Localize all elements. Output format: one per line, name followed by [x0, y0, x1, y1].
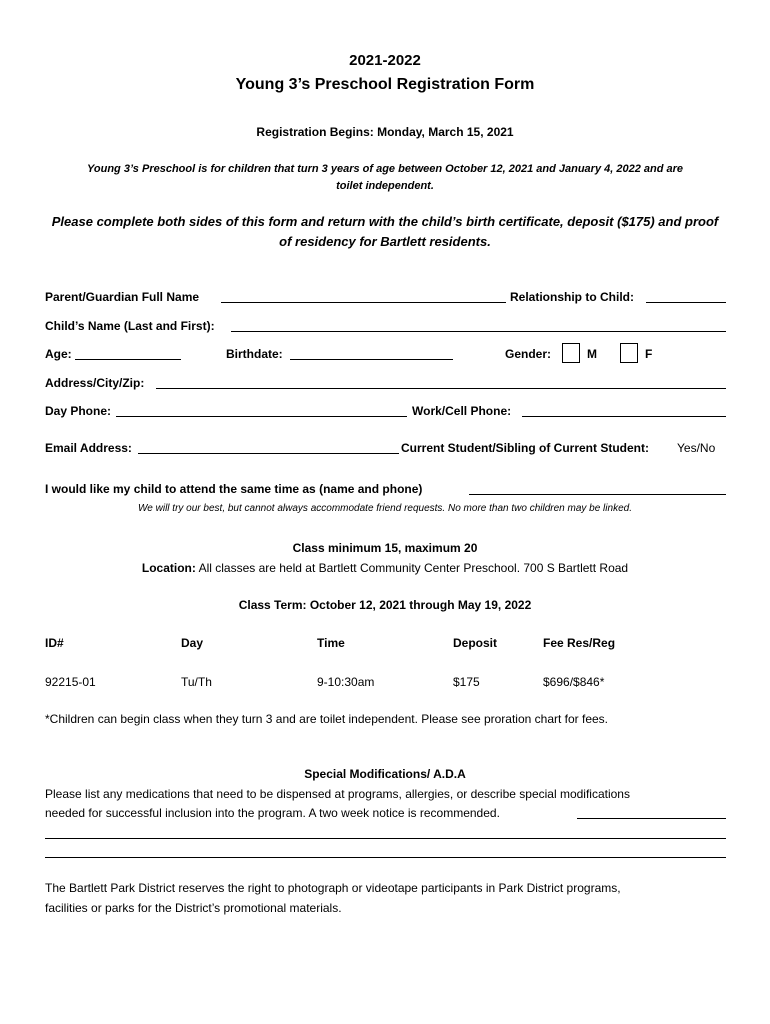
special-inline-field[interactable]	[577, 804, 726, 819]
registration-begins: Registration Begins: Monday, March 15, 2021	[256, 125, 514, 139]
footer-line-1: The Bartlett Park District reserves the right to photograph or videotape participants in Park District programs,	[45, 881, 621, 895]
current-student-label: Current Student/Sibling of Current Student:	[401, 441, 649, 455]
special-title: Special Modifications/ A.D.A	[304, 767, 466, 781]
birthdate-label: Birthdate:	[226, 347, 283, 361]
day-phone-field[interactable]	[116, 402, 407, 417]
table-footnote: *Children can begin class when they turn 3 and are toilet independent. Please see proration chart for fees.	[45, 712, 609, 726]
eligibility-line-2: toilet independent.	[336, 180, 434, 192]
relationship-label: Relationship to Child:	[510, 290, 634, 304]
table-cell-id: 92215-01	[45, 675, 96, 689]
age-label: Age:	[45, 347, 72, 361]
birthdate-field[interactable]	[290, 345, 453, 360]
form-year: 2021-2022	[349, 52, 421, 69]
current-student-options[interactable]: Yes/No	[677, 441, 716, 455]
table-header-day: Day	[181, 636, 204, 650]
child-name-field[interactable]	[231, 317, 726, 332]
gender-label: Gender:	[505, 347, 552, 361]
table-header-deposit: Deposit	[453, 636, 498, 650]
table-header-fee: Fee Res/Reg	[543, 636, 616, 650]
table-cell-time: 9-10:30am	[317, 675, 375, 689]
instructions-line-2: of residency for Bartlett residents.	[279, 234, 491, 249]
parent-name-field[interactable]	[221, 288, 506, 303]
class-min-max: Class minimum 15, maximum 20	[292, 541, 478, 555]
class-term: Class Term: October 12, 2021 through May 19, 2022	[238, 598, 532, 612]
table-header-time: Time	[317, 636, 345, 650]
email-label: Email Address:	[45, 441, 132, 455]
location-label: Location:	[141, 561, 196, 575]
email-field[interactable]	[138, 439, 399, 454]
special-line-2: needed for successful inclusion into the program. A two week notice is recommended.	[45, 806, 500, 820]
table-cell-fee: $696/$846*	[543, 675, 605, 689]
work-phone-field[interactable]	[522, 402, 726, 417]
parent-name-label: Parent/Guardian Full Name	[45, 290, 200, 304]
special-line-1: Please list any medications that need to be dispensed at programs, allergies, or describe special modifications	[45, 787, 630, 801]
gender-m-label: M	[587, 347, 597, 361]
form-title: Young 3’s Preschool Registration Form	[235, 76, 535, 93]
footer-line-2: facilities or parks for the District’s promotional materials.	[45, 901, 342, 915]
same-time-field[interactable]	[469, 480, 726, 495]
table-cell-deposit: $175	[453, 675, 480, 689]
same-time-label: I would like my child to attend the same time as (name and phone)	[45, 482, 423, 496]
gender-f-checkbox[interactable]	[620, 343, 638, 363]
special-line-field-2[interactable]	[45, 843, 726, 858]
gender-m-checkbox[interactable]	[562, 343, 580, 363]
gender-f-label: F	[645, 347, 653, 361]
age-field[interactable]	[75, 345, 181, 360]
eligibility-line-1: Young 3’s Preschool is for children that turn 3 years of age between October 12, 2021 and January 4, 2022 and are	[86, 163, 684, 175]
address-label: Address/City/Zip:	[45, 376, 145, 390]
table-cell-day: Tu/Th	[181, 675, 212, 689]
location-text: All classes are held at Bartlett Community Center Preschool. 700 S Bartlett Road	[198, 561, 629, 575]
address-field[interactable]	[156, 374, 726, 389]
special-line-field-1[interactable]	[45, 824, 726, 839]
location-line	[0, 561, 770, 575]
relationship-field[interactable]	[646, 288, 726, 303]
table-header-id: ID#	[45, 636, 64, 650]
same-time-note: We will try our best, but cannot always accommodate friend requests. No more than two children may be linked.	[138, 503, 632, 514]
instructions-line-1: Please complete both sides of this form and return with the child’s birth certificate, deposit ($175) and proof	[51, 214, 719, 229]
work-phone-label: Work/Cell Phone:	[412, 404, 512, 418]
child-name-label: Child’s Name (Last and First):	[45, 319, 215, 333]
day-phone-label: Day Phone:	[45, 404, 112, 418]
